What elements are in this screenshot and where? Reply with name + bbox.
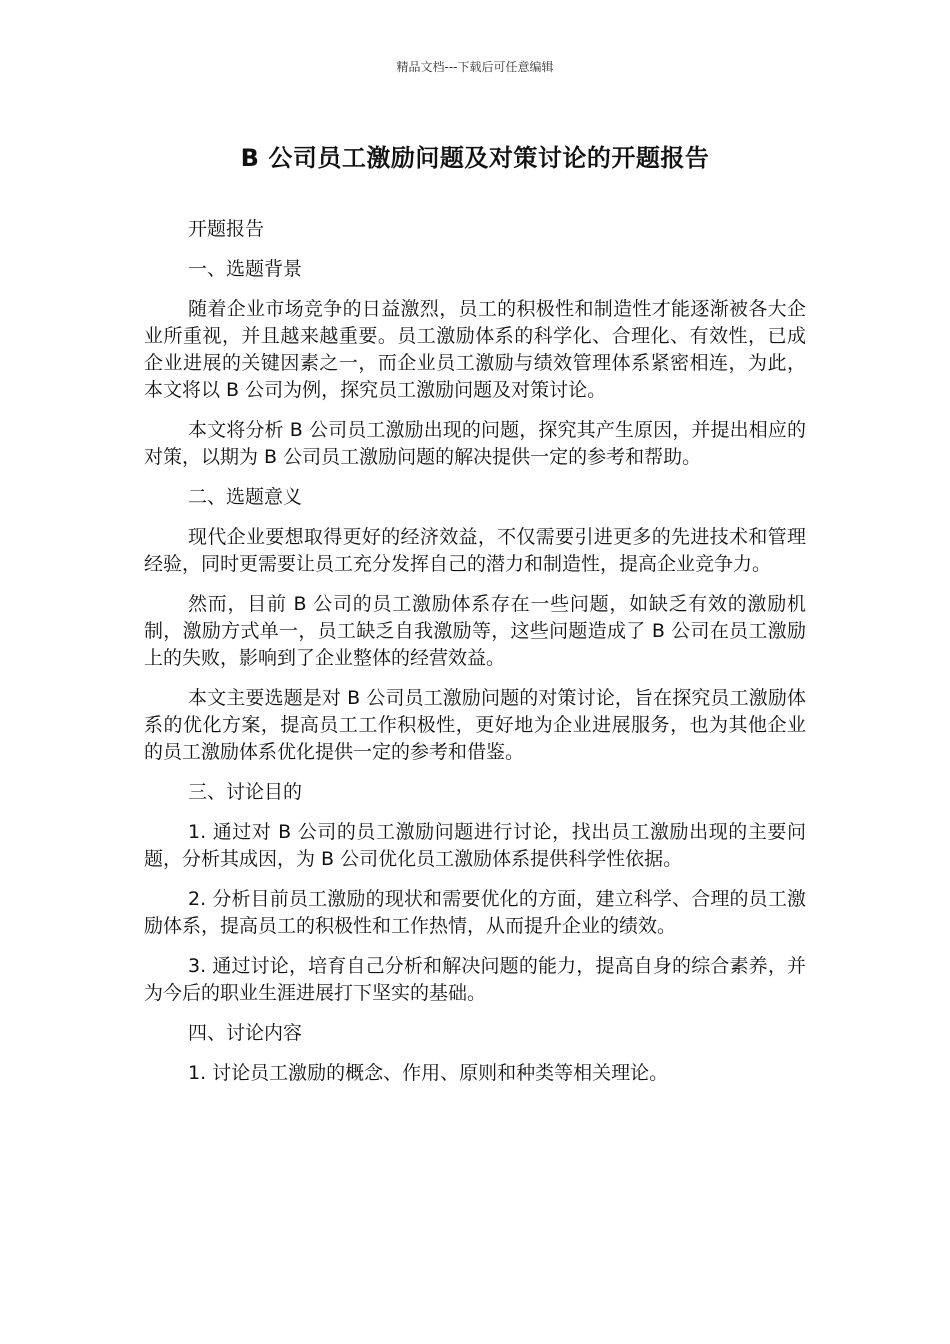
list-item-purpose-1: 1. 通过对 B 公司的员工激励问题进行讨论，找出员工激励出现的主要问题，分析其成因，为 B 公司优化员工激励体系提供科学性依据。	[144, 821, 806, 870]
paragraph-significance-1: 现代企业要想取得更好的经济效益，不仅需要引进更多的先进技术和管理经验，同时更需要让员工充分发挥自己的潜力和制造性，提高企业竞争力。	[144, 526, 806, 575]
section-heading-significance: 二、选题意义	[188, 486, 303, 508]
paragraph-significance-2: 然而，目前 B 公司的员工激励体系存在一些问题，如缺乏有效的激励机制，激励方式单一，员工缺乏自我激励等，这些问题造成了 B 公司在员工激励上的失败，影响到了企业整体的经营效益。	[144, 593, 806, 669]
subtitle-opening-report: 开题报告	[188, 218, 265, 240]
paragraph-background-2: 本文将分析 B 公司员工激励出现的问题，探究其产生原因，并提出相应的对策，以期为 B 公司员工激励问题的解决提供一定的参考和帮助。	[144, 419, 806, 468]
document-body	[144, 216, 806, 1100]
section-heading-background: 一、选题背景	[188, 258, 303, 280]
list-item-purpose-2: 2. 分析目前员工激励的现状和需要优化的方面，建立科学、合理的员工激励体系，提高员工的积极性和工作热情，从而提升企业的绩效。	[144, 888, 806, 937]
list-item-purpose-3: 3. 通过讨论，培育自己分析和解决问题的能力，提高自身的综合素养，并为今后的职业生涯进展打下坚实的基础。	[144, 955, 806, 1004]
section-heading-purpose: 三、讨论目的	[188, 781, 303, 803]
header-note: 精品文档---下载后可任意编辑	[396, 60, 554, 74]
list-item-content-1: 1. 讨论员工激励的概念、作用、原则和种类等相关理论。	[188, 1062, 669, 1084]
paragraph-significance-3: 本文主要选题是对 B 公司员工激励问题的对策讨论，旨在探究员工激励体系的优化方案，提高员工工作积极性，更好地为企业进展服务，也为其他企业的员工激励体系优化提供一定的参考和借鉴。	[144, 687, 806, 763]
paragraph-background-1: 随着企业市场竞争的日益激烈，员工的积极性和制造性才能逐渐被各大企业所重视，并且越来越重要。员工激励体系的科学化、合理化、有效性，已成企业进展的关键因素之一，而企业员工激励与绩效管理体系紧密相连，为此，本文将以 B 公司为例，探究员工激励问题及对策讨论。	[144, 298, 806, 401]
document-title: B 公司员工激励问题及对策讨论的开题报告	[240, 144, 710, 172]
section-heading-content: 四、讨论内容	[188, 1022, 303, 1044]
